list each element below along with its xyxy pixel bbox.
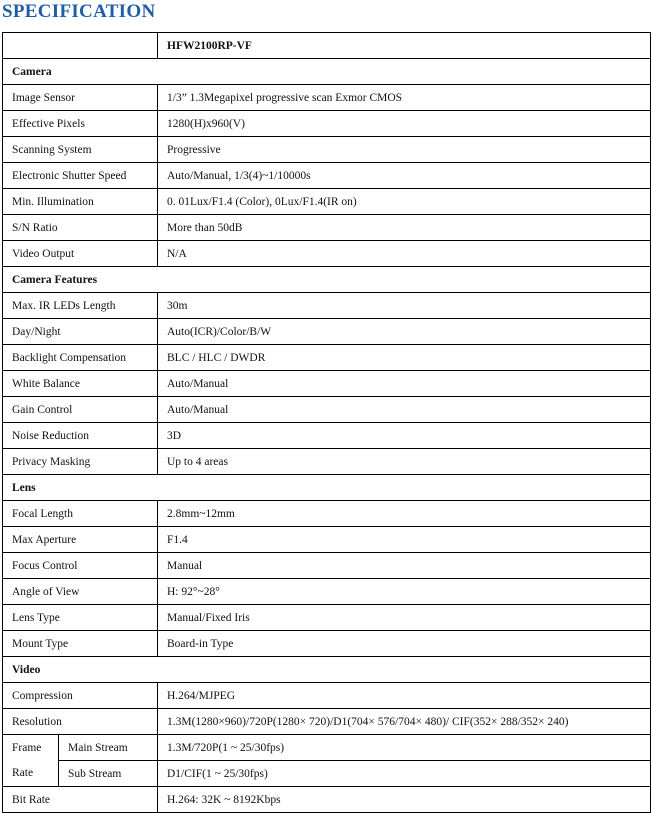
spec-value: H.264: 32K ~ 8192Kbps — [158, 787, 651, 813]
spec-label: Privacy Masking — [3, 449, 158, 475]
spec-label: Video Output — [3, 241, 158, 267]
spec-value: More than 50dB — [158, 215, 651, 241]
section-heading: Lens — [3, 475, 651, 501]
spec-row — [3, 423, 651, 449]
spec-row — [3, 215, 651, 241]
spec-value: BLC / HLC / DWDR — [158, 345, 651, 371]
spec-row — [3, 371, 651, 397]
spec-value: Progressive — [158, 137, 651, 163]
spec-row — [3, 163, 651, 189]
spec-value: 1/3” 1.3Megapixel progressive scan Exmor CMOS — [158, 85, 651, 111]
page-title: SPECIFICATION — [2, 1, 156, 22]
spec-row — [3, 683, 651, 709]
spec-label: Max. IR LEDs Length — [3, 293, 158, 319]
spec-value: Up to 4 areas — [158, 449, 651, 475]
spec-table-body — [3, 33, 651, 813]
spec-label: Max Aperture — [3, 527, 158, 553]
spec-value: Auto/Manual — [158, 397, 651, 423]
spec-row — [3, 189, 651, 215]
spec-row — [3, 111, 651, 137]
section-row-features — [3, 267, 651, 293]
spec-label: Focus Control — [3, 553, 158, 579]
spec-label: Effective Pixels — [3, 111, 158, 137]
spec-row — [3, 579, 651, 605]
spec-value: 30m — [158, 293, 651, 319]
spec-row — [3, 397, 651, 423]
spec-label: Focal Length — [3, 501, 158, 527]
spec-label: Lens Type — [3, 605, 158, 631]
spec-row — [3, 241, 651, 267]
frame-rate-label-line1: Frame — [12, 741, 42, 754]
spec-label: Min. Illumination — [3, 189, 158, 215]
spec-label: Backlight Compensation — [3, 345, 158, 371]
spec-label: Bit Rate — [3, 787, 158, 813]
header-blank-cell — [3, 33, 158, 59]
section-heading: Camera — [3, 59, 651, 85]
spec-label: Noise Reduction — [3, 423, 158, 449]
spec-value: H: 92°~28° — [158, 579, 651, 605]
spec-row — [3, 553, 651, 579]
frame-rate-label — [3, 735, 59, 787]
spec-label: Gain Control — [3, 397, 158, 423]
spec-value: 3D — [158, 423, 651, 449]
spec-label: Mount Type — [3, 631, 158, 657]
spec-label: White Balance — [3, 371, 158, 397]
spec-value: 0. 01Lux/F1.4 (Color), 0Lux/F1.4(IR on) — [158, 189, 651, 215]
spec-label: Resolution — [3, 709, 158, 735]
spec-value: 2.8mm~12mm — [158, 501, 651, 527]
spec-row — [3, 501, 651, 527]
main-stream-label: Main Stream — [59, 735, 158, 761]
spec-value: H.264/MJPEG — [158, 683, 651, 709]
spec-label: Image Sensor — [3, 85, 158, 111]
spec-value: Auto/Manual — [158, 371, 651, 397]
section-row-video — [3, 657, 651, 683]
spec-value: Manual/Fixed Iris — [158, 605, 651, 631]
spec-label: Scanning System — [3, 137, 158, 163]
spec-row — [3, 709, 651, 735]
frame-rate-main-row — [3, 735, 651, 761]
spec-value: Manual — [158, 553, 651, 579]
spec-row — [3, 605, 651, 631]
spec-value: F1.4 — [158, 527, 651, 553]
spec-row — [3, 631, 651, 657]
frame-rate-label-line2: Rate — [12, 766, 34, 779]
main-stream-value: 1.3M/720P(1 ~ 25/30fps) — [158, 735, 651, 761]
section-heading: Camera Features — [3, 267, 651, 293]
spec-row — [3, 345, 651, 371]
spec-row — [3, 319, 651, 345]
spec-value: 1280(H)x960(V) — [158, 111, 651, 137]
model-header-row — [3, 33, 651, 59]
spec-label: S/N Ratio — [3, 215, 158, 241]
frame-rate-sub-row — [3, 761, 651, 787]
spec-label: Day/Night — [3, 319, 158, 345]
spec-row — [3, 137, 651, 163]
spec-value: Board-in Type — [158, 631, 651, 657]
spec-value: N/A — [158, 241, 651, 267]
spec-row — [3, 449, 651, 475]
section-row-lens — [3, 475, 651, 501]
spec-label: Angle of View — [3, 579, 158, 605]
spec-row — [3, 293, 651, 319]
spec-row — [3, 527, 651, 553]
spec-label: Compression — [3, 683, 158, 709]
spec-label: Electronic Shutter Speed — [3, 163, 158, 189]
spec-value: 1.3M(1280×960)/720P(1280× 720)/D1(704× 576/704× 480)/ CIF(352× 288/352× 240) — [158, 709, 651, 735]
sub-stream-value: D1/CIF(1 ~ 25/30fps) — [158, 761, 651, 787]
section-heading: Video — [3, 657, 651, 683]
spec-table — [2, 32, 651, 813]
spec-row — [3, 85, 651, 111]
model-name: HFW2100RP-VF — [158, 33, 651, 59]
spec-value: Auto(ICR)/Color/B/W — [158, 319, 651, 345]
section-row-camera — [3, 59, 651, 85]
sub-stream-label: Sub Stream — [59, 761, 158, 787]
spec-row — [3, 787, 651, 813]
spec-value: Auto/Manual, 1/3(4)~1/10000s — [158, 163, 651, 189]
